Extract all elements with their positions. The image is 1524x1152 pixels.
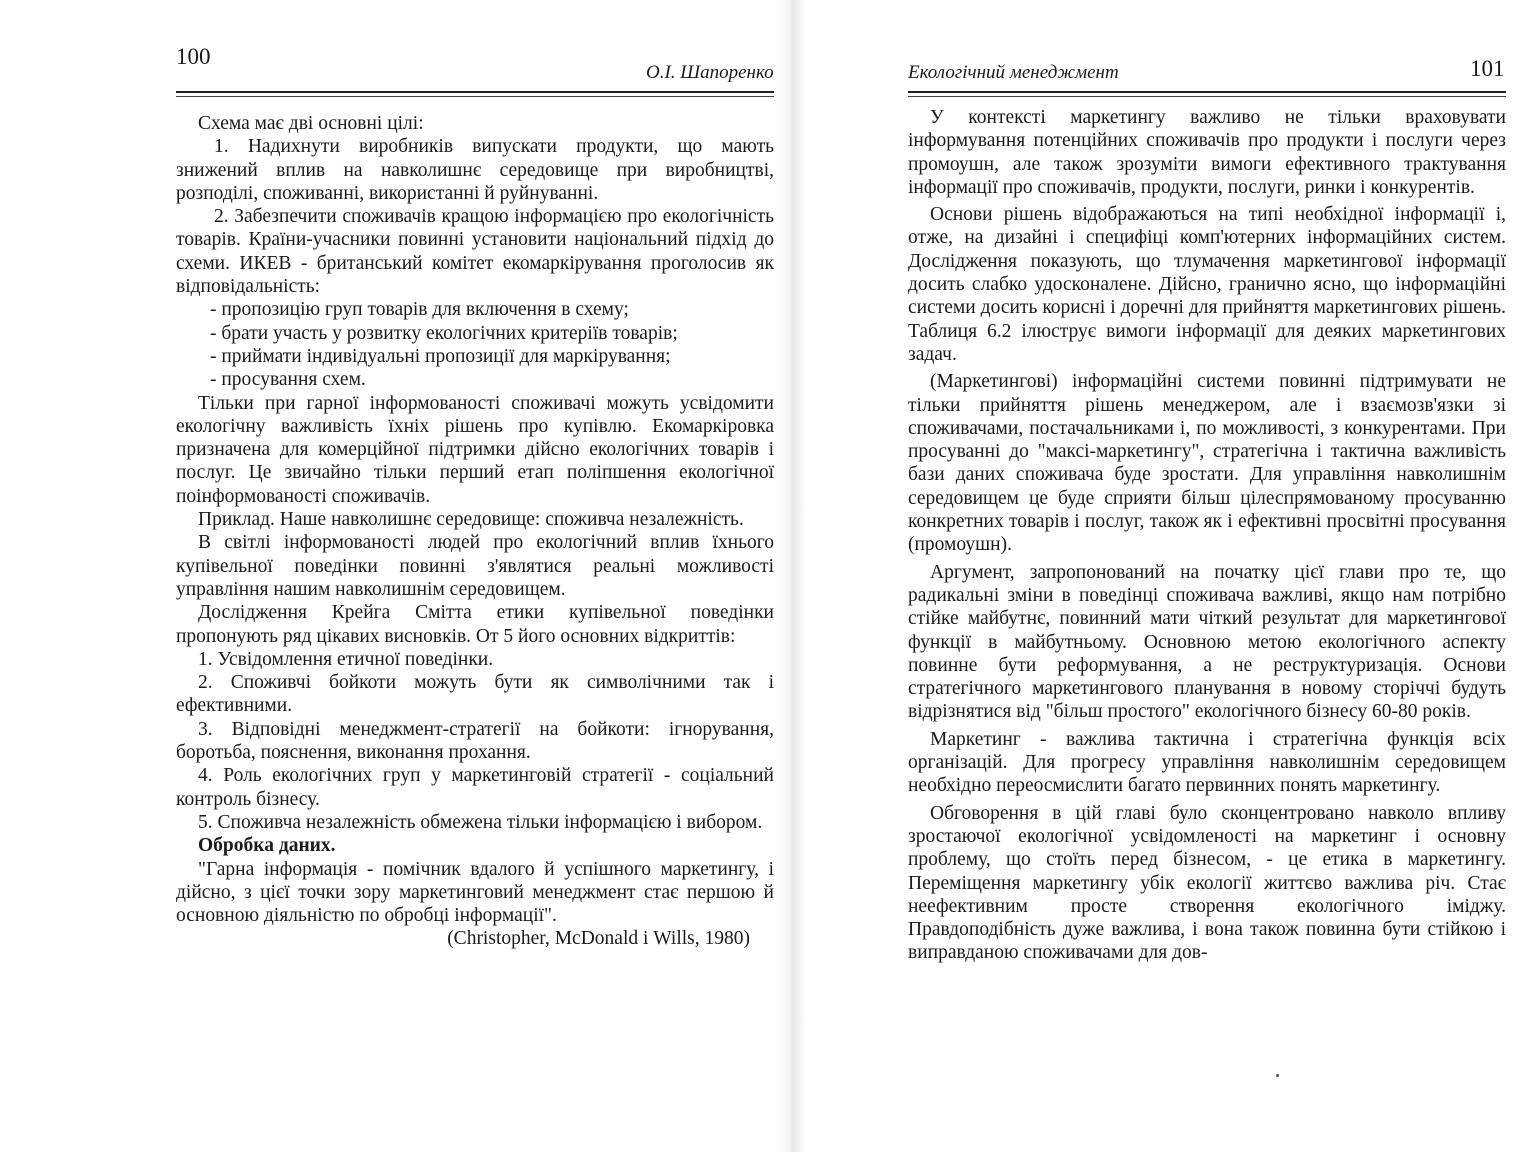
page-body [176, 112, 774, 951]
list-item: - брати участь у розвитку екологічних критеріїв товарів; [210, 322, 678, 344]
paragraph: В світлі інформованості людей про екологічний вплив їхнього купівельної поведінки повинні з'являтися реальні можливості управління нашим навколишнім середовищем. [176, 532, 774, 600]
paragraph: Схема має дві основні цілі: [198, 113, 424, 134]
header-rule-thin [908, 96, 1506, 97]
running-head: О.І. Шапоренко [646, 62, 774, 83]
list-item: - пропозицію груп товарів для включення в схему; [210, 299, 629, 321]
running-head: Екологічний менеджмент [908, 62, 1119, 83]
speck [1276, 1074, 1279, 1077]
section-heading: Обробка даних. [198, 835, 336, 857]
page-number: 101 [1470, 56, 1505, 81]
right-page [790, 0, 1524, 1152]
paragraph: Дослідження Крейга Смітта етики купівельної поведінки пропонують ряд цікавих висновків. От 5 його основних відкриттів: [176, 602, 774, 647]
list-item: 5. Споживча незалежність обмежена тільки інформацією і вибором. [198, 811, 763, 833]
list-item: 4. Роль екологічних груп у маркетинговій стратегії - соціальний контроль бізнесу. [176, 765, 774, 810]
page-body [908, 106, 1506, 965]
paragraph: Маркетинг - важлива тактична і стратегічна функція всіх організацій. Для прогресу управління навколишнім середовищем необхідно переосмислити багато первинних понять маркетингу. [908, 728, 1506, 797]
paragraph: У контексті маркетингу важливо не тільки враховувати інформування потенційних споживачів про продукти і послуги через промоушн, але також зрозуміти вимоги ефективного трактування інформації про споживачів, продукти, послуги, ринки і конкурентів. [908, 107, 1506, 198]
list-item: 2. Споживчі бойкоти можуть бути як символічними так і ефективними. [176, 672, 774, 717]
list-item: - просування схем. [210, 369, 366, 391]
paragraph: Основи рішень відображаються на типі необхідної інформації і, отже, на дизайні і специфіці комп'ютерних інформаційних систем. Дослідження показують, що тлумачення маркетингової інформації досить слабко удосконалене. Дійсно, гранично ясно, що інформаційні системи досить корисні і доречні для прийняття маркетингових рішень. Таблиця 6.2 ілюструє вимоги інформації для деяких маркетингових задач. [908, 204, 1506, 365]
list-item: - приймати індивідуальні пропозиції для маркірування; [210, 345, 671, 367]
list-item: 1. Надихнути виробників випускати продукти, що мають знижений вплив на навколишнє середовище при виробництві, розподілі, споживанні, використанні й руйнуванні. [176, 136, 774, 204]
citation: (Christopher, McDonald і Wills, 1980) [447, 928, 750, 950]
paragraph: Приклад. Наше навколишнє середовище: споживча незалежність. [198, 509, 744, 531]
header-rule [176, 91, 774, 93]
paragraph: Обговорення в цій главі було сконцентровано навколо впливу зростаючої екологічної усвідомленості на маркетинг і основну проблему, що стоїть перед бізнесом, - це етика в маркетингу. Переміщення маркетингу убік екології життєво важлива річ. Стає неефективним просте створення екологічного іміджу. Правдоподібність дуже важлива, і вона також повинна бути стійкою і виправданою споживачами для дов- [908, 802, 1506, 964]
page-number: 100 [176, 44, 211, 69]
paragraph: Тільки при гарної інформованості споживачі можуть усвідомити екологічну важливість їхніх рішень про купівлю. Екомаркіровка призначена для комерційної підтримки дійсно екологічних товарів і послуг. Це звичайно тільки перший етап поліпшення екологічної поінформованості споживачів. [176, 392, 774, 507]
header-rule-thin [176, 96, 774, 97]
quote: "Гарна інформація - помічник вдалого й успішного маркетингу, і дійсно, з цієї точки зору маркетинговий менеджмент стає першою й основною діяльністю по обробці інформації". [176, 858, 774, 927]
list-item: 1. Усвідомлення етичної поведінки. [198, 648, 494, 670]
header-rule [908, 91, 1506, 93]
paragraph: (Маркетингові) інформаційні системи повинні підтримувати не тільки прийняття рішень менеджером, але і взаємозв'язки зі споживачами, постачальниками і, по можливості, з конкурентами. При просуванні до "максі-маркетингу", стратегічна і тактична важливість бази даних споживача буде зростати. Для управління навколишнім середовищем це буде сприяти більш цілеспрямованому просуванню конкретних товарів і послуг, також як і ефективні просвітні просування (промоушн). [908, 371, 1506, 556]
list-item: 3. Відповідні менеджмент-стратегії на бойкоти: ігнорування, боротьба, пояснення, виконання прохання. [176, 718, 774, 764]
paragraph: Аргумент, запропонований на початку цієї глави про те, що радикальні зміни в поведінці споживача важливі, якщо нам потрібно стійке майбутнє, повинний мати чіткий результат для маркетингової функції в майбутньому. Основною метою екологічного аспекту повинне бути реформування, а не реструктуризація. Основи стратегічного маркетингового планування в новому сторіччі будуть відрізнятися від "більш простого" екологічного бізнесу 60-80 років. [908, 561, 1506, 723]
list-item: 2. Забезпечити споживачів кращою інформацією про екологічність товарів. Країни-учасники повинні установити національний підхід до схеми. ИКЕВ - британський комітет екомаркірування проголосив як відповідальність: [176, 206, 774, 298]
